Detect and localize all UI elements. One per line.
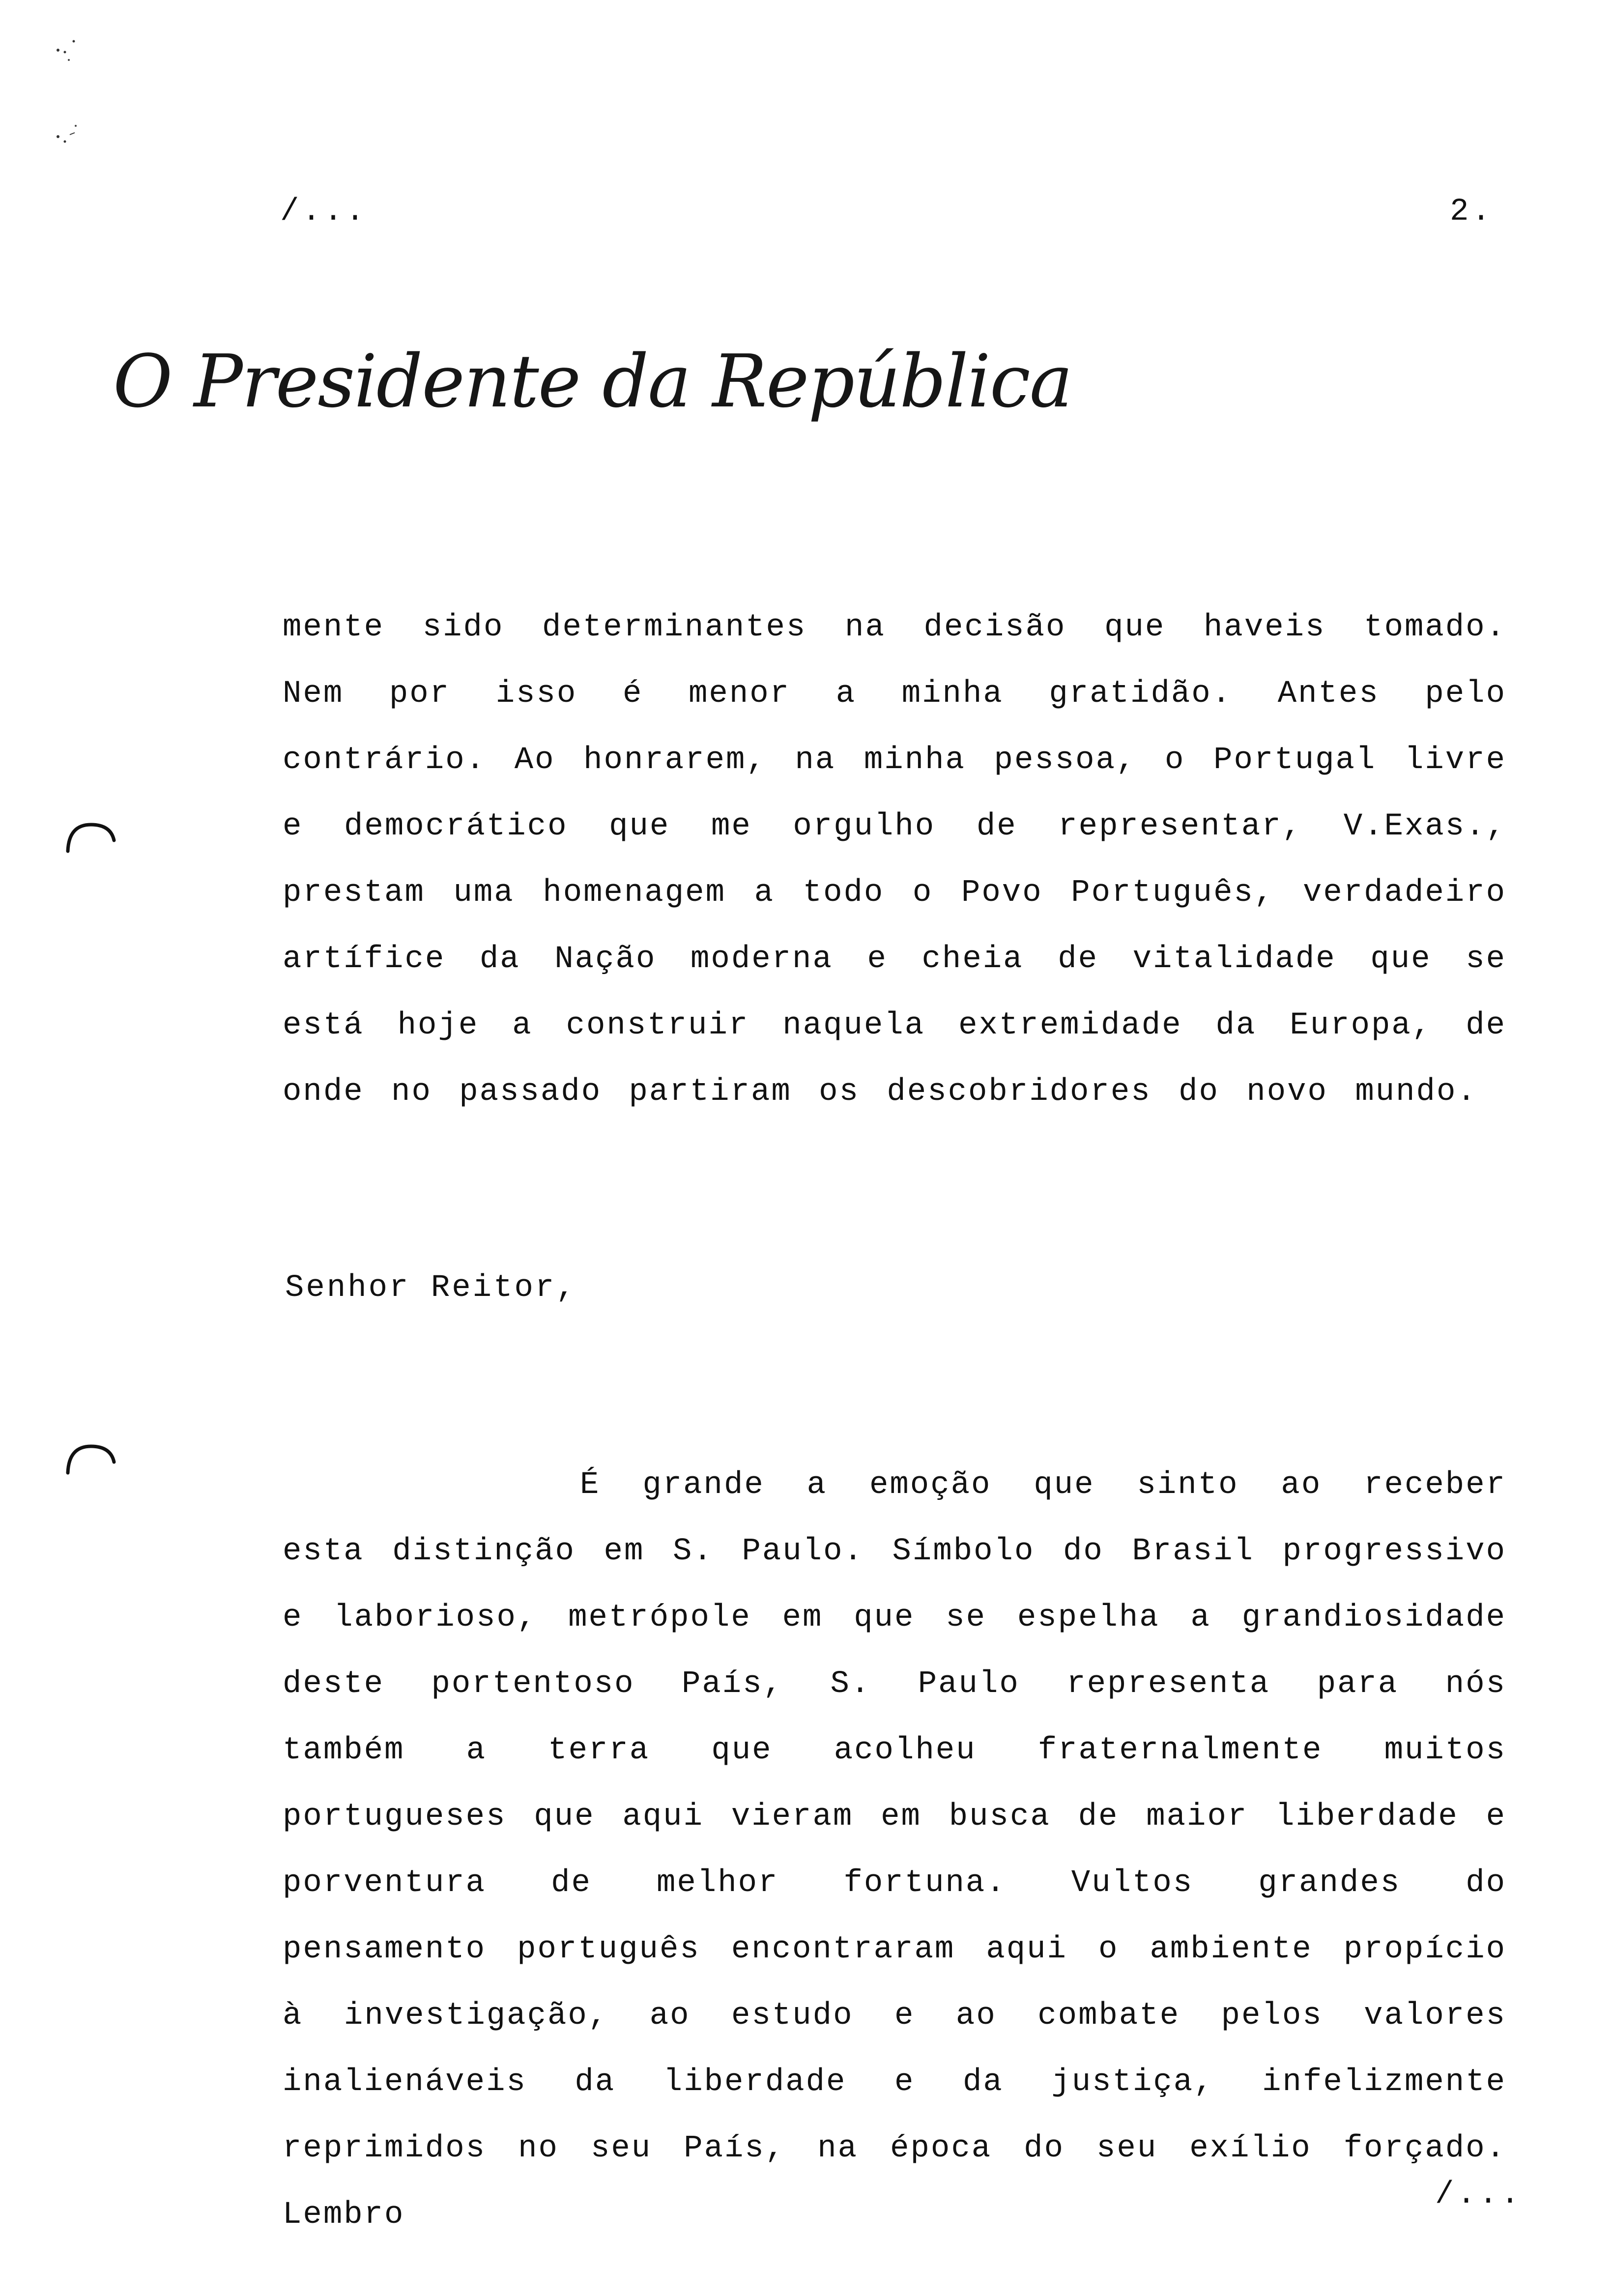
paragraph-2: É grande a emoção que sinto ao receber esta distinção em S. Paulo. Símbolo do Brasil progressivo e laborioso, metrópole em que se espelha a grandiosidade deste portentoso País, S. Paulo representa para nós também a terra que acolheu fraternalmente muitos portugueses que aqui vieram em busca de maior liberdade e porventura de melhor fortuna. Vultos grandes do pensamento português encontraram aqui o ambiente propício à investigação, ao estudo e ao combate pelos valores inalienáveis da liberdade e da justiça, infelizmente reprimidos no seu País, na época do seu exílio forçado. Lembro [283,1467,1506,2233]
letterhead [113,339,1072,447]
page-number: 2. [1450,194,1494,230]
footer-continuation-mark: /... [1435,2177,1523,2212]
header-continuation-mark: /... [280,194,368,230]
salutation: Senhor Reitor, [285,1270,577,1306]
corner-specks [54,25,103,172]
punch-hole-mark [64,821,118,855]
letterhead-title: O Presidente da República [113,339,1072,424]
punch-hole-mark [64,1442,118,1477]
paragraph-1: mente sido determinantes na decisão que haveis tomado. Nem por isso é menor a minha gratidão. Antes pelo contrário. Ao honrarem, na minha pessoa, o Portugal livre e democrático que me orgulho de representar, V.Exas., prestam uma homenagem a todo o Povo Português, verdadeiro artífice da Nação moderna e cheia de vitalidade que se está hoje a construir naquela extremidade da Europa, de onde no passado partiram os descobridores do novo mundo. [283,610,1506,1110]
